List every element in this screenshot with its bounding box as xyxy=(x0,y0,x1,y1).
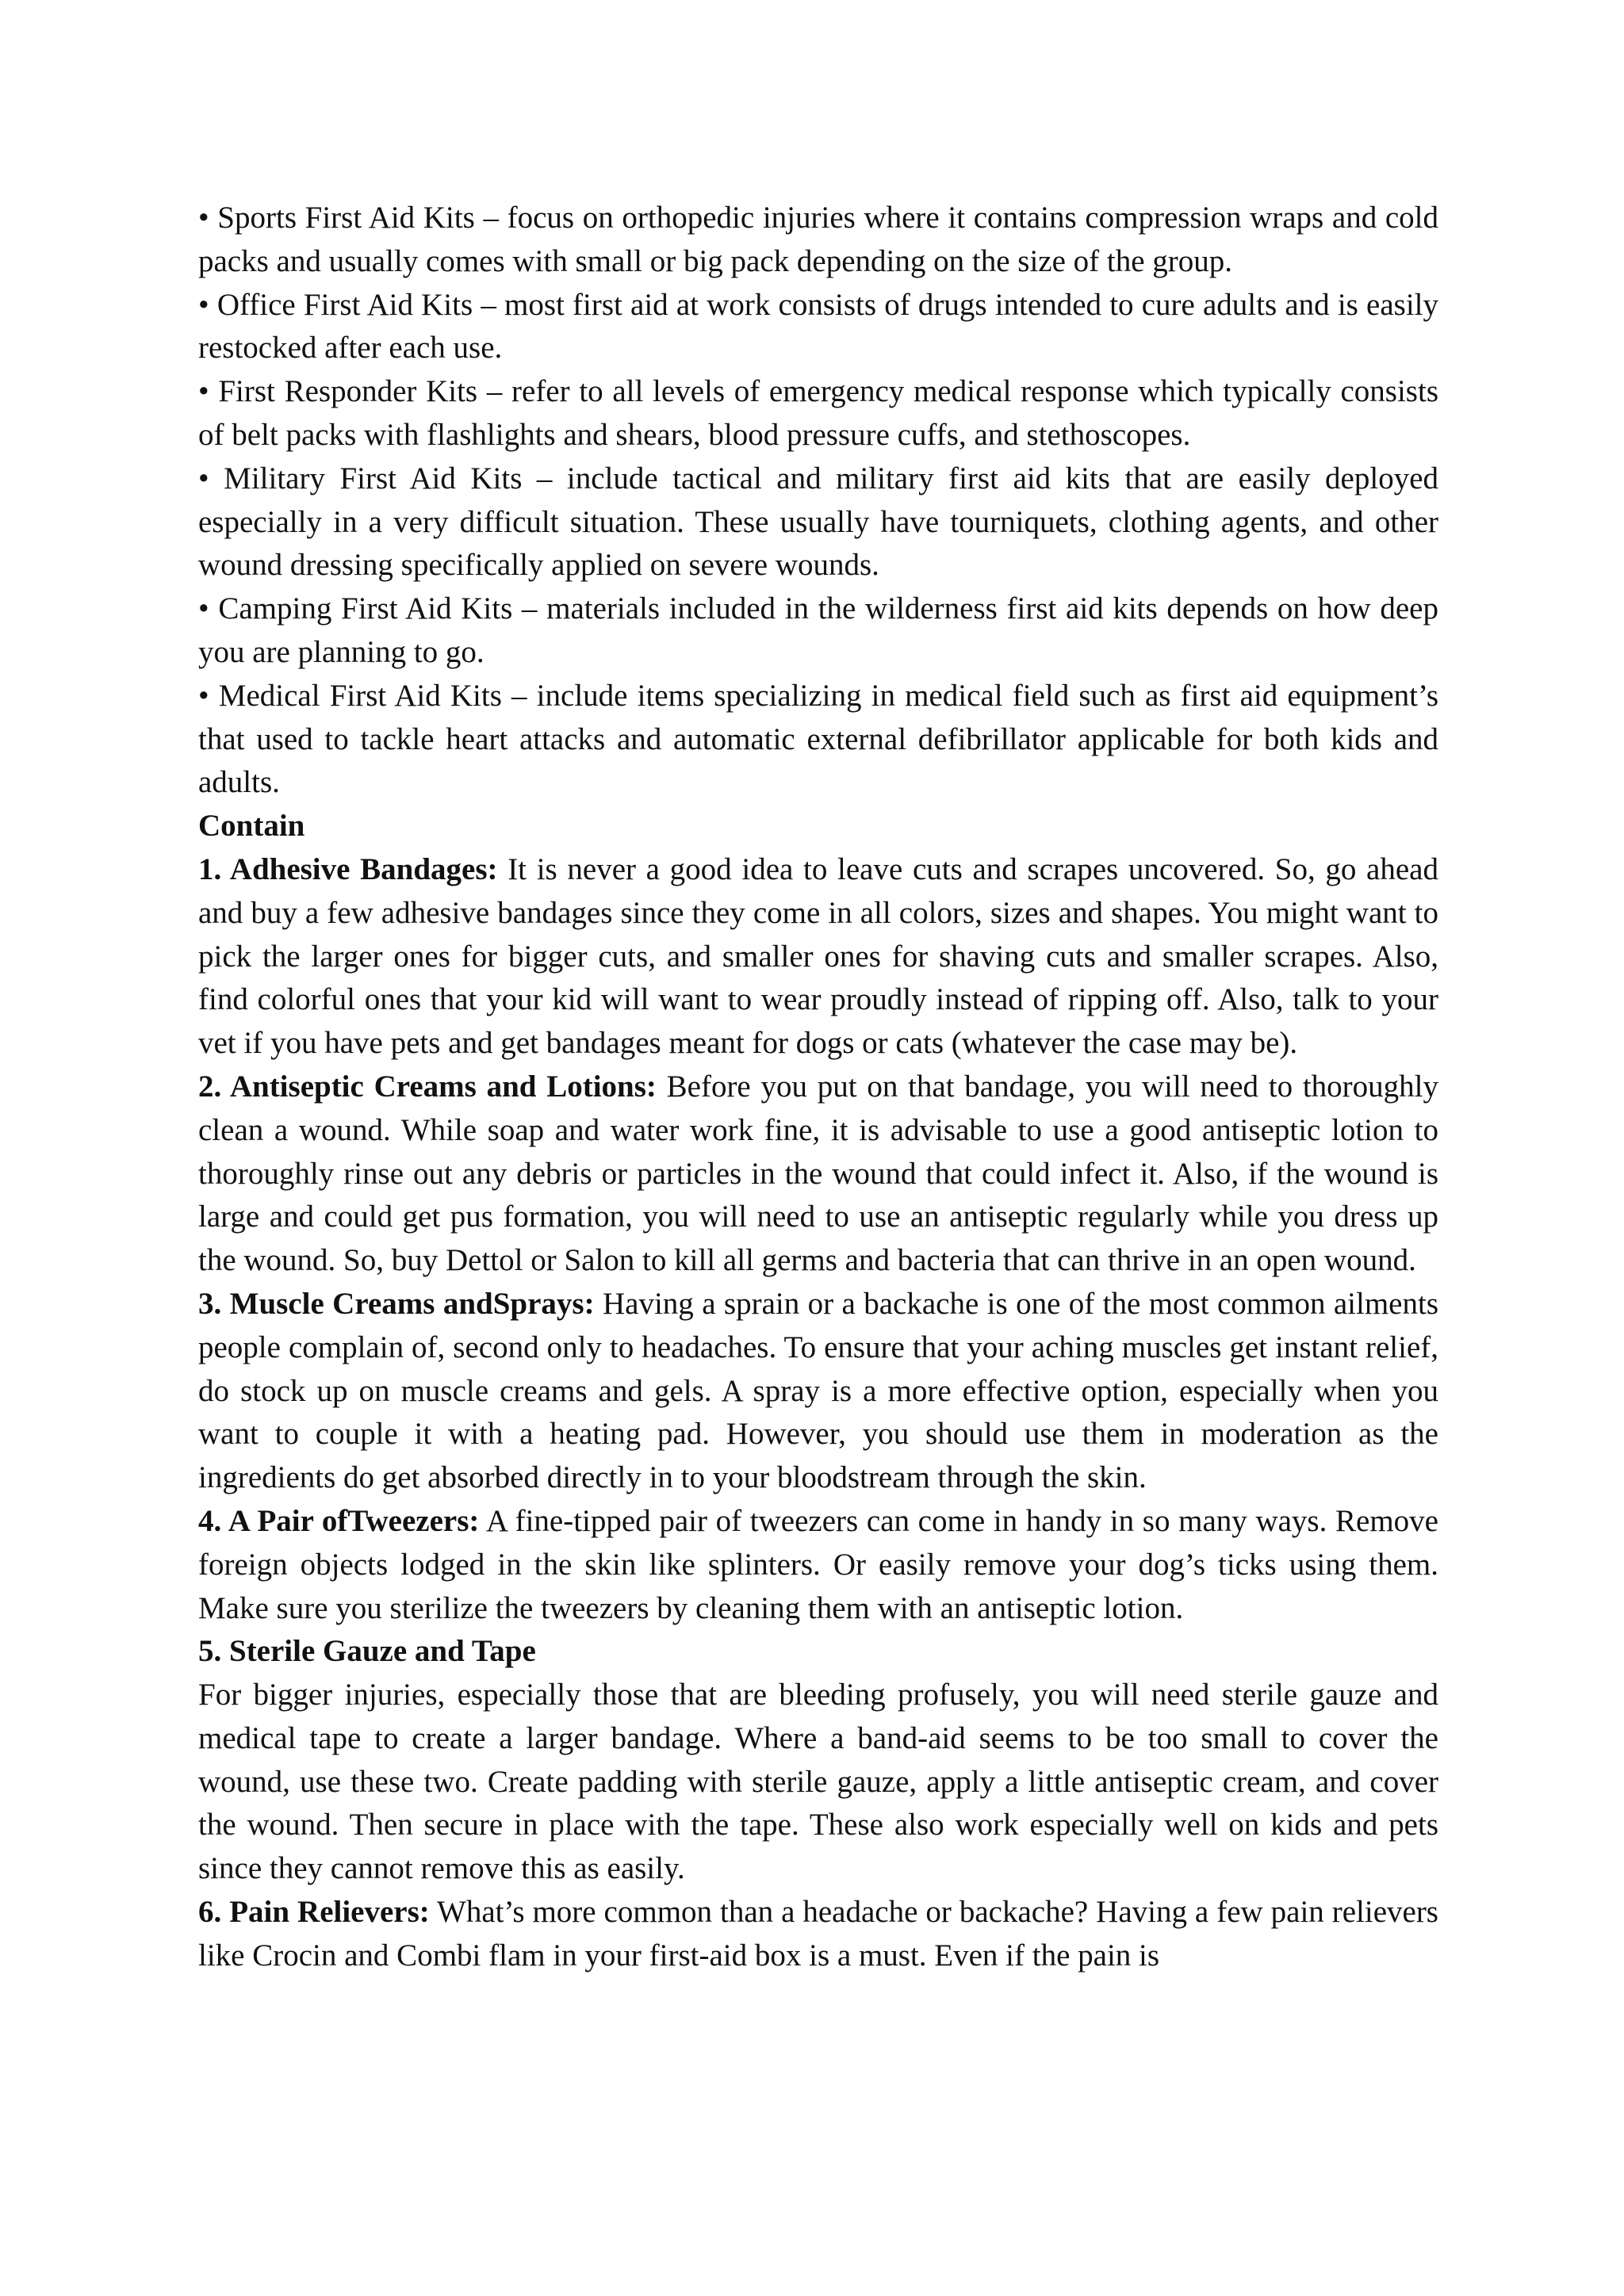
item-title: 4. A Pair ofTweezers: xyxy=(198,1503,480,1538)
bullet-first-responder-kits: • First Responder Kits – refer to all levels of emergency medical response which typically consists of belt packs with flashlights and shears, blood pressure cuffs, and stethoscopes. xyxy=(198,374,1438,452)
item-sterile-gauze-text: For bigger injuries, especially those that are bleeding profusely, you will need sterile gauze and medical tape to create a larger bandage. Where a band-aid seems to be too small to cover the wound, use these two. Create padding with sterile gauze, apply a little antiseptic cream, and cover the wound. Then secure in place with the tape. These also work especially well on kids and pets since they cannot remove this as easily. xyxy=(198,1678,1438,1886)
item-adhesive-bandages xyxy=(198,848,1438,1066)
item-muscle-creams xyxy=(198,1283,1438,1500)
item-antiseptic-creams xyxy=(198,1066,1438,1283)
item-tweezers xyxy=(198,1500,1438,1630)
item-title: 3. Muscle Creams andSprays: xyxy=(198,1286,595,1321)
item-text: Having a sprain or a backache is one of the most common ailments people complain of, second only to headaches. To ensure that your aching muscles get instant relief, do stock up on muscle creams and gels. A spray is a more effective option, especially when you want to couple it with a heating pad. However, you should use them in moderation as the ingredients do get absorbed directly in to your bloodstream through the skin. xyxy=(198,1286,1438,1495)
item-title: 1. Adhesive Bandages: xyxy=(198,851,498,886)
item-text: What’s more common than a headache or backache? Having a few pain relievers like Crocin and Combi flam in your first-aid box is a must. Even if the pain is xyxy=(198,1895,1438,1973)
bullet-camping-kits: • Camping First Aid Kits – materials included in the wilderness first aid kits depends on how deep you are planning to go. xyxy=(198,591,1438,669)
bullet-medical-kits: • Medical First Aid Kits – include items specializing in medical field such as first aid equipment’s that used to tackle heart attacks and automatic external defibrillator applicable for both kids and adults. xyxy=(198,678,1438,800)
bullet-office-kits: • Office First Aid Kits – most first aid at work consists of drugs intended to cure adults and is easily restocked after each use. xyxy=(198,287,1438,365)
item-title: 2. Antiseptic Creams and Lotions: xyxy=(198,1069,657,1104)
item-text: It is never a good idea to leave cuts and scrapes uncovered. So, go ahead and buy a few adhesive bandages since they come in all colors, sizes and shapes. You might want to pick the larger ones for bigger cuts, and smaller ones for shaving cuts and smaller scrapes. Also, find colorful ones that your kid will want to wear proudly instead of ripping off. Also, talk to your vet if you have pets and get bandages meant for dogs or cats (whatever the case may be). xyxy=(198,851,1438,1061)
item-sterile-gauze-title: 5. Sterile Gauze and Tape xyxy=(198,1634,536,1669)
section-heading-contain: Contain xyxy=(198,809,305,844)
bullet-sports-kits: • Sports First Aid Kits – focus on orthopedic injuries where it contains compression wraps and cold packs and usually comes with small or big pack depending on the size of the group. xyxy=(198,201,1438,278)
item-title: 6. Pain Relievers: xyxy=(198,1895,430,1930)
item-text: A fine-tipped pair of tweezers can come in handy in so many ways. Remove foreign objects lodged in the skin like splinters. Or easily remove your dog’s ticks using them. Make sure you sterilize the tweezers by cleaning them with an antiseptic lotion. xyxy=(198,1503,1438,1625)
body-text xyxy=(198,197,1438,1978)
item-pain-relievers xyxy=(198,1891,1438,1978)
bullet-military-kits: • Military First Aid Kits – include tactical and military first aid kits that are easily deployed especially in a very difficult situation. These usually have tourniquets, clothing agents, and other wound dressing specifically applied on severe wounds. xyxy=(198,461,1438,583)
item-text: Before you put on that bandage, you will need to thoroughly clean a wound. While soap and water work fine, it is advisable to use a good antiseptic lotion to thoroughly rinse out any debris or particles in the wound that could infect it. Also, if the wound is large and could get pus formation, you will need to use an antiseptic regularly while you dress up the wound. So, buy Dettol or Salon to kill all germs and bacteria that can thrive in an open wound. xyxy=(198,1069,1438,1278)
